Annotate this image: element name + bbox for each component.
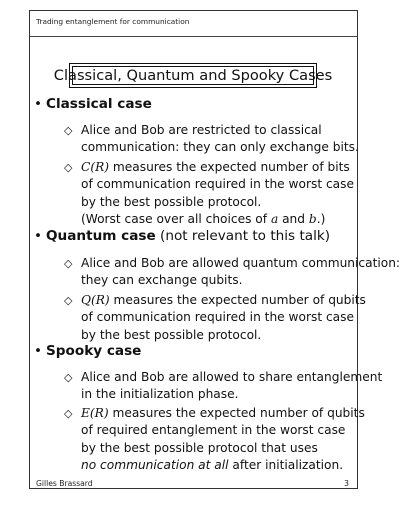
section-quantum-heading: • Quantum case (not relevant to this talk) — [34, 228, 331, 244]
worst-case-note: (Worst case over all choices of a and b.) — [81, 211, 326, 226]
list-item: ◇ C(R) measures the expected number of bits of communication required in the worst case by the best possible protocol. (Worst case over all choices of a and b.) — [66, 159, 354, 228]
diamond-bullet-icon: ◇ — [64, 124, 73, 137]
math-qr: Q(R) — [81, 293, 110, 307]
math-er: E(R) — [81, 406, 109, 420]
section-spooky-heading: • Spooky case — [34, 343, 142, 359]
diamond-bullet-icon: ◇ — [64, 294, 73, 307]
bullet-icon: • — [34, 343, 43, 359]
list-item: ◇ Alice and Bob are restricted to classical communication: they can only exchange bits. — [64, 123, 359, 155]
footer-author: Gilles Brassard — [36, 479, 93, 488]
diamond-bullet-icon: ◇ — [64, 407, 73, 420]
diamond-bullet-icon: ◇ — [64, 161, 73, 174]
header-rule — [30, 36, 357, 37]
math-cr: C(R) — [81, 160, 110, 174]
list-item: ◇ E(R) measures the expected number of qubits of required entanglement in the worst case by the best possible protocol that uses no communication at all after initialization. — [64, 406, 365, 472]
diamond-bullet-icon: ◇ — [64, 371, 73, 384]
bullet-icon: • — [34, 228, 43, 244]
list-item: ◇ Q(R) measures the expected number of qubits of communication required in the worst case by the best possible protocol. — [64, 293, 366, 342]
title-frame — [53, 63, 333, 88]
slide-title: Classical, Quantum and Spooky Cases — [53, 67, 333, 84]
list-item: ◇ Alice and Bob are allowed quantum communication: they can exchange qubits. — [64, 256, 400, 288]
slide-page — [29, 10, 400, 489]
list-item: ◇ Alice and Bob are allowed to share entanglement in the initialization phase. — [64, 370, 383, 402]
diamond-bullet-icon: ◇ — [64, 257, 73, 270]
emphasis-text: no communication at all — [81, 457, 229, 472]
page-number: 3 — [344, 479, 349, 488]
section-classical-heading: • Classical case — [34, 96, 152, 112]
running-header: Trading entanglement for communication — [36, 17, 190, 26]
bullet-icon: • — [34, 96, 43, 112]
